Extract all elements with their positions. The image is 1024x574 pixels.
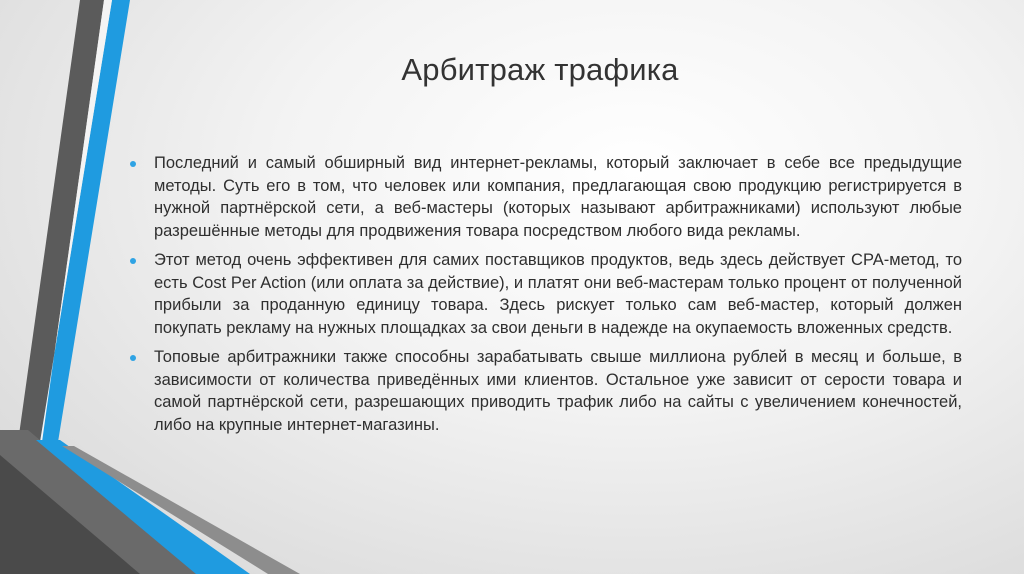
bullet-item: [130, 249, 962, 339]
bullet-text: Топовые арбитражники также способны зарабатывать свыше миллиона рублей в месяц и больше, в зависимости от количества приведённых ими клиентов. Остальное уже зависит от серости товара и самой партнёрской сети, разрешающих приводить трафик либо на сайты с увеличением конечностей, либо на крупные интернет-магазины.: [154, 348, 962, 434]
bullet-item: [130, 346, 962, 436]
bullet-list: [130, 152, 962, 443]
bullet-item: [130, 152, 962, 242]
bullet-text: Этот метод очень эффективен для самих поставщиков продуктов, ведь здесь действует CPA-метод, то есть Cost Per Action (или оплата за действие), и платят они веб-мастерам только процент от полученной прибыли за проданную единицу товара. Здесь рискует только сам веб-мастер, который должен покупать рекламу на нужных площадках за свои деньги в надежде на окупаемость вложенных средств.: [154, 251, 962, 337]
slide-title: Арбитраж трафика: [401, 52, 679, 87]
bullet-text: Последний и самый обширный вид интернет-рекламы, который заключает в себе все предыдущие методы. Суть его в том, что человек или компания, предлагающая свою продукцию регистрируется в нужной партнёрской сети, а веб-мастеры (которых называют арбитражниками) используют любые разрешённые методы для продвижения товара посредством любого вида рекламы.: [154, 154, 962, 240]
bullet-dot-icon: [130, 355, 136, 361]
bullet-dot-icon: [130, 161, 136, 167]
bullet-dot-icon: [130, 258, 136, 264]
